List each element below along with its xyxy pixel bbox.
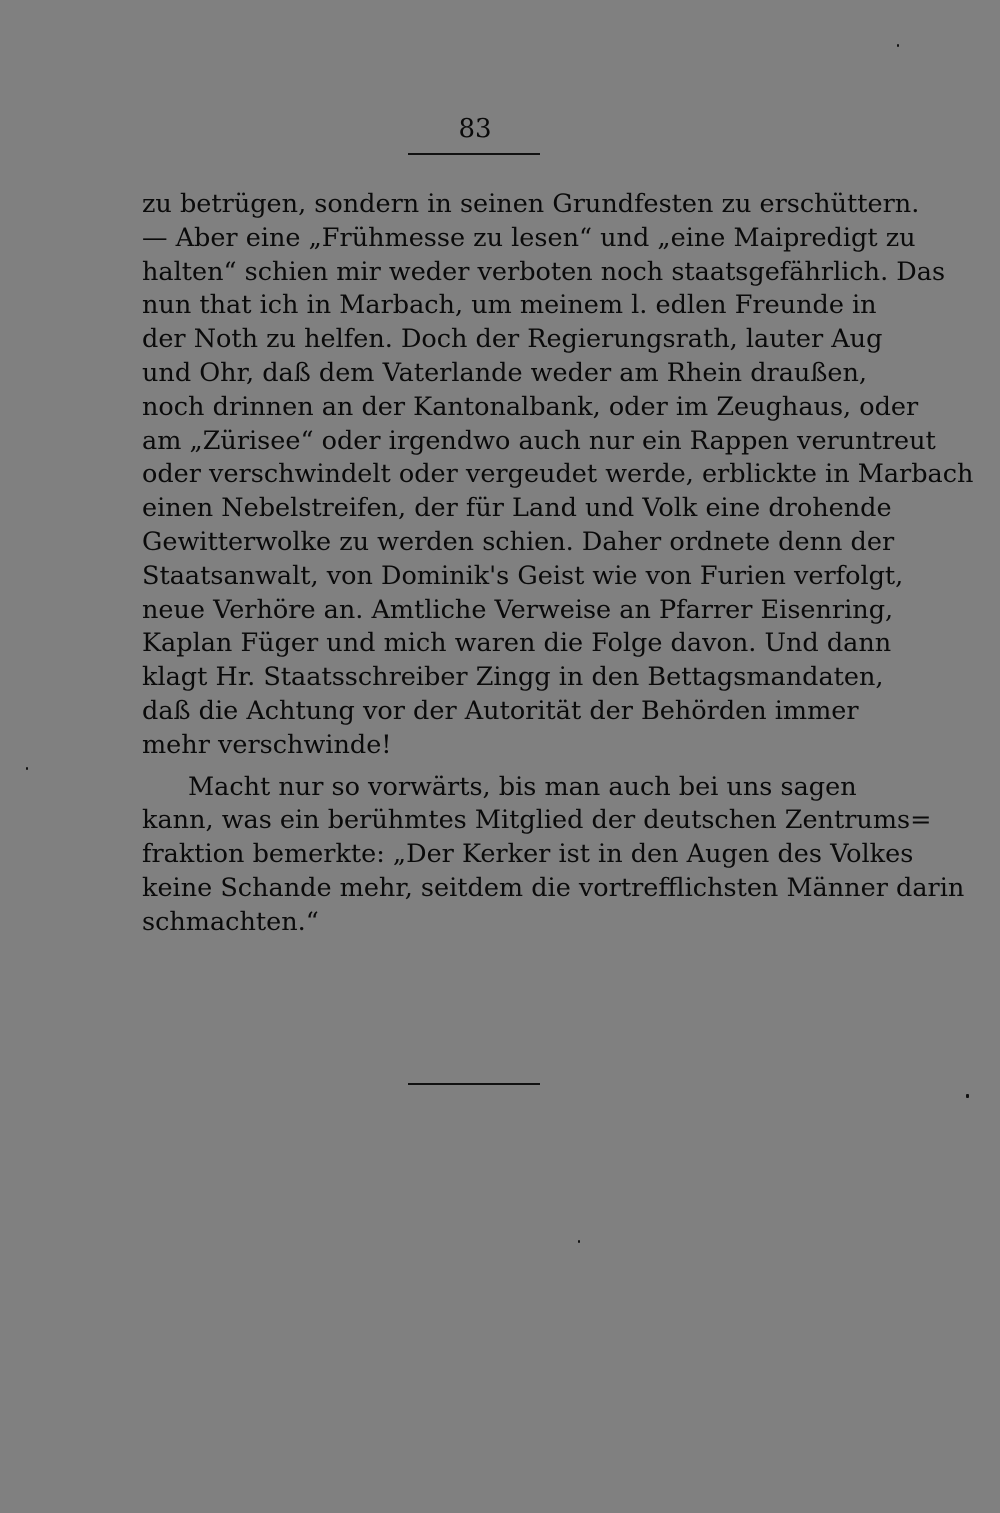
text-line: mehr verschwinde! — [142, 729, 392, 760]
text-line: keine Schande mehr, seitdem die vortrefflichsten Männer darin — [142, 872, 965, 903]
paragraph-1 — [142, 188, 974, 763]
page-number: 83 — [458, 114, 492, 144]
text-line: Staatsanwalt, von Dominik's Geist wie von Furien verfolgt, — [142, 560, 904, 591]
text-line: Macht nur so vorwärts, bis man auch bei uns sagen — [188, 771, 857, 802]
text-line: daß die Achtung vor der Autorität der Behörden immer — [142, 695, 859, 726]
paragraph-2 — [142, 771, 965, 940]
text-line: fraktion bemerkte: „Der Kerker ist in den Augen des Volkes — [142, 839, 914, 870]
text-line: nun that ich in Marbach, um meinem l. edlen Freunde in — [142, 290, 877, 321]
text-line: am „Zürisee“ oder irgendwo auch nur ein Rappen veruntreut — [142, 425, 936, 456]
scan-speck — [26, 767, 28, 770]
text-line: und Ohr, daß dem Vaterlande weder am Rhein draußen, — [142, 357, 867, 388]
scan-speck — [897, 44, 899, 47]
text-line: einen Nebelstreifen, der für Land und Volk eine drohende — [142, 493, 892, 524]
text-line: kann, was ein berühmtes Mitglied der deutschen Zentrums= — [142, 805, 932, 836]
body-text — [142, 188, 974, 940]
text-line: — Aber eine „Frühmesse zu lesen“ und „eine Maipredigt zu — [142, 222, 916, 253]
text-line: neue Verhöre an. Amtliche Verweise an Pfarrer Eisenring, — [142, 594, 894, 625]
text-line: halten“ schien mir weder verboten noch staatsgefährlich. Das — [142, 256, 946, 287]
text-line: oder verschwindelt oder vergeudet werde, erblickte in Marbach — [142, 459, 974, 490]
text-line: der Noth zu helfen. Doch der Regierungsrath, lauter Aug — [142, 324, 883, 355]
scan-speck — [578, 1240, 580, 1243]
text-line: Kaplan Füger und mich waren die Folge davon. Und dann — [142, 628, 892, 659]
footer-rule — [408, 1083, 540, 1085]
header-rule — [408, 153, 540, 155]
paragraph-gap — [142, 763, 810, 771]
text-line: noch drinnen an der Kantonalbank, oder im Zeughaus, oder — [142, 391, 919, 422]
text-line: klagt Hr. Staatsschreiber Zingg in den Bettagsmandaten, — [142, 662, 884, 693]
text-line: Gewitterwolke zu werden schien. Daher ordnete denn der — [142, 526, 895, 557]
text-line: schmachten.“ — [142, 906, 319, 937]
scan-speck — [966, 1094, 969, 1098]
text-line: zu betrügen, sondern in seinen Grundfesten zu erschüttern. — [142, 189, 920, 219]
